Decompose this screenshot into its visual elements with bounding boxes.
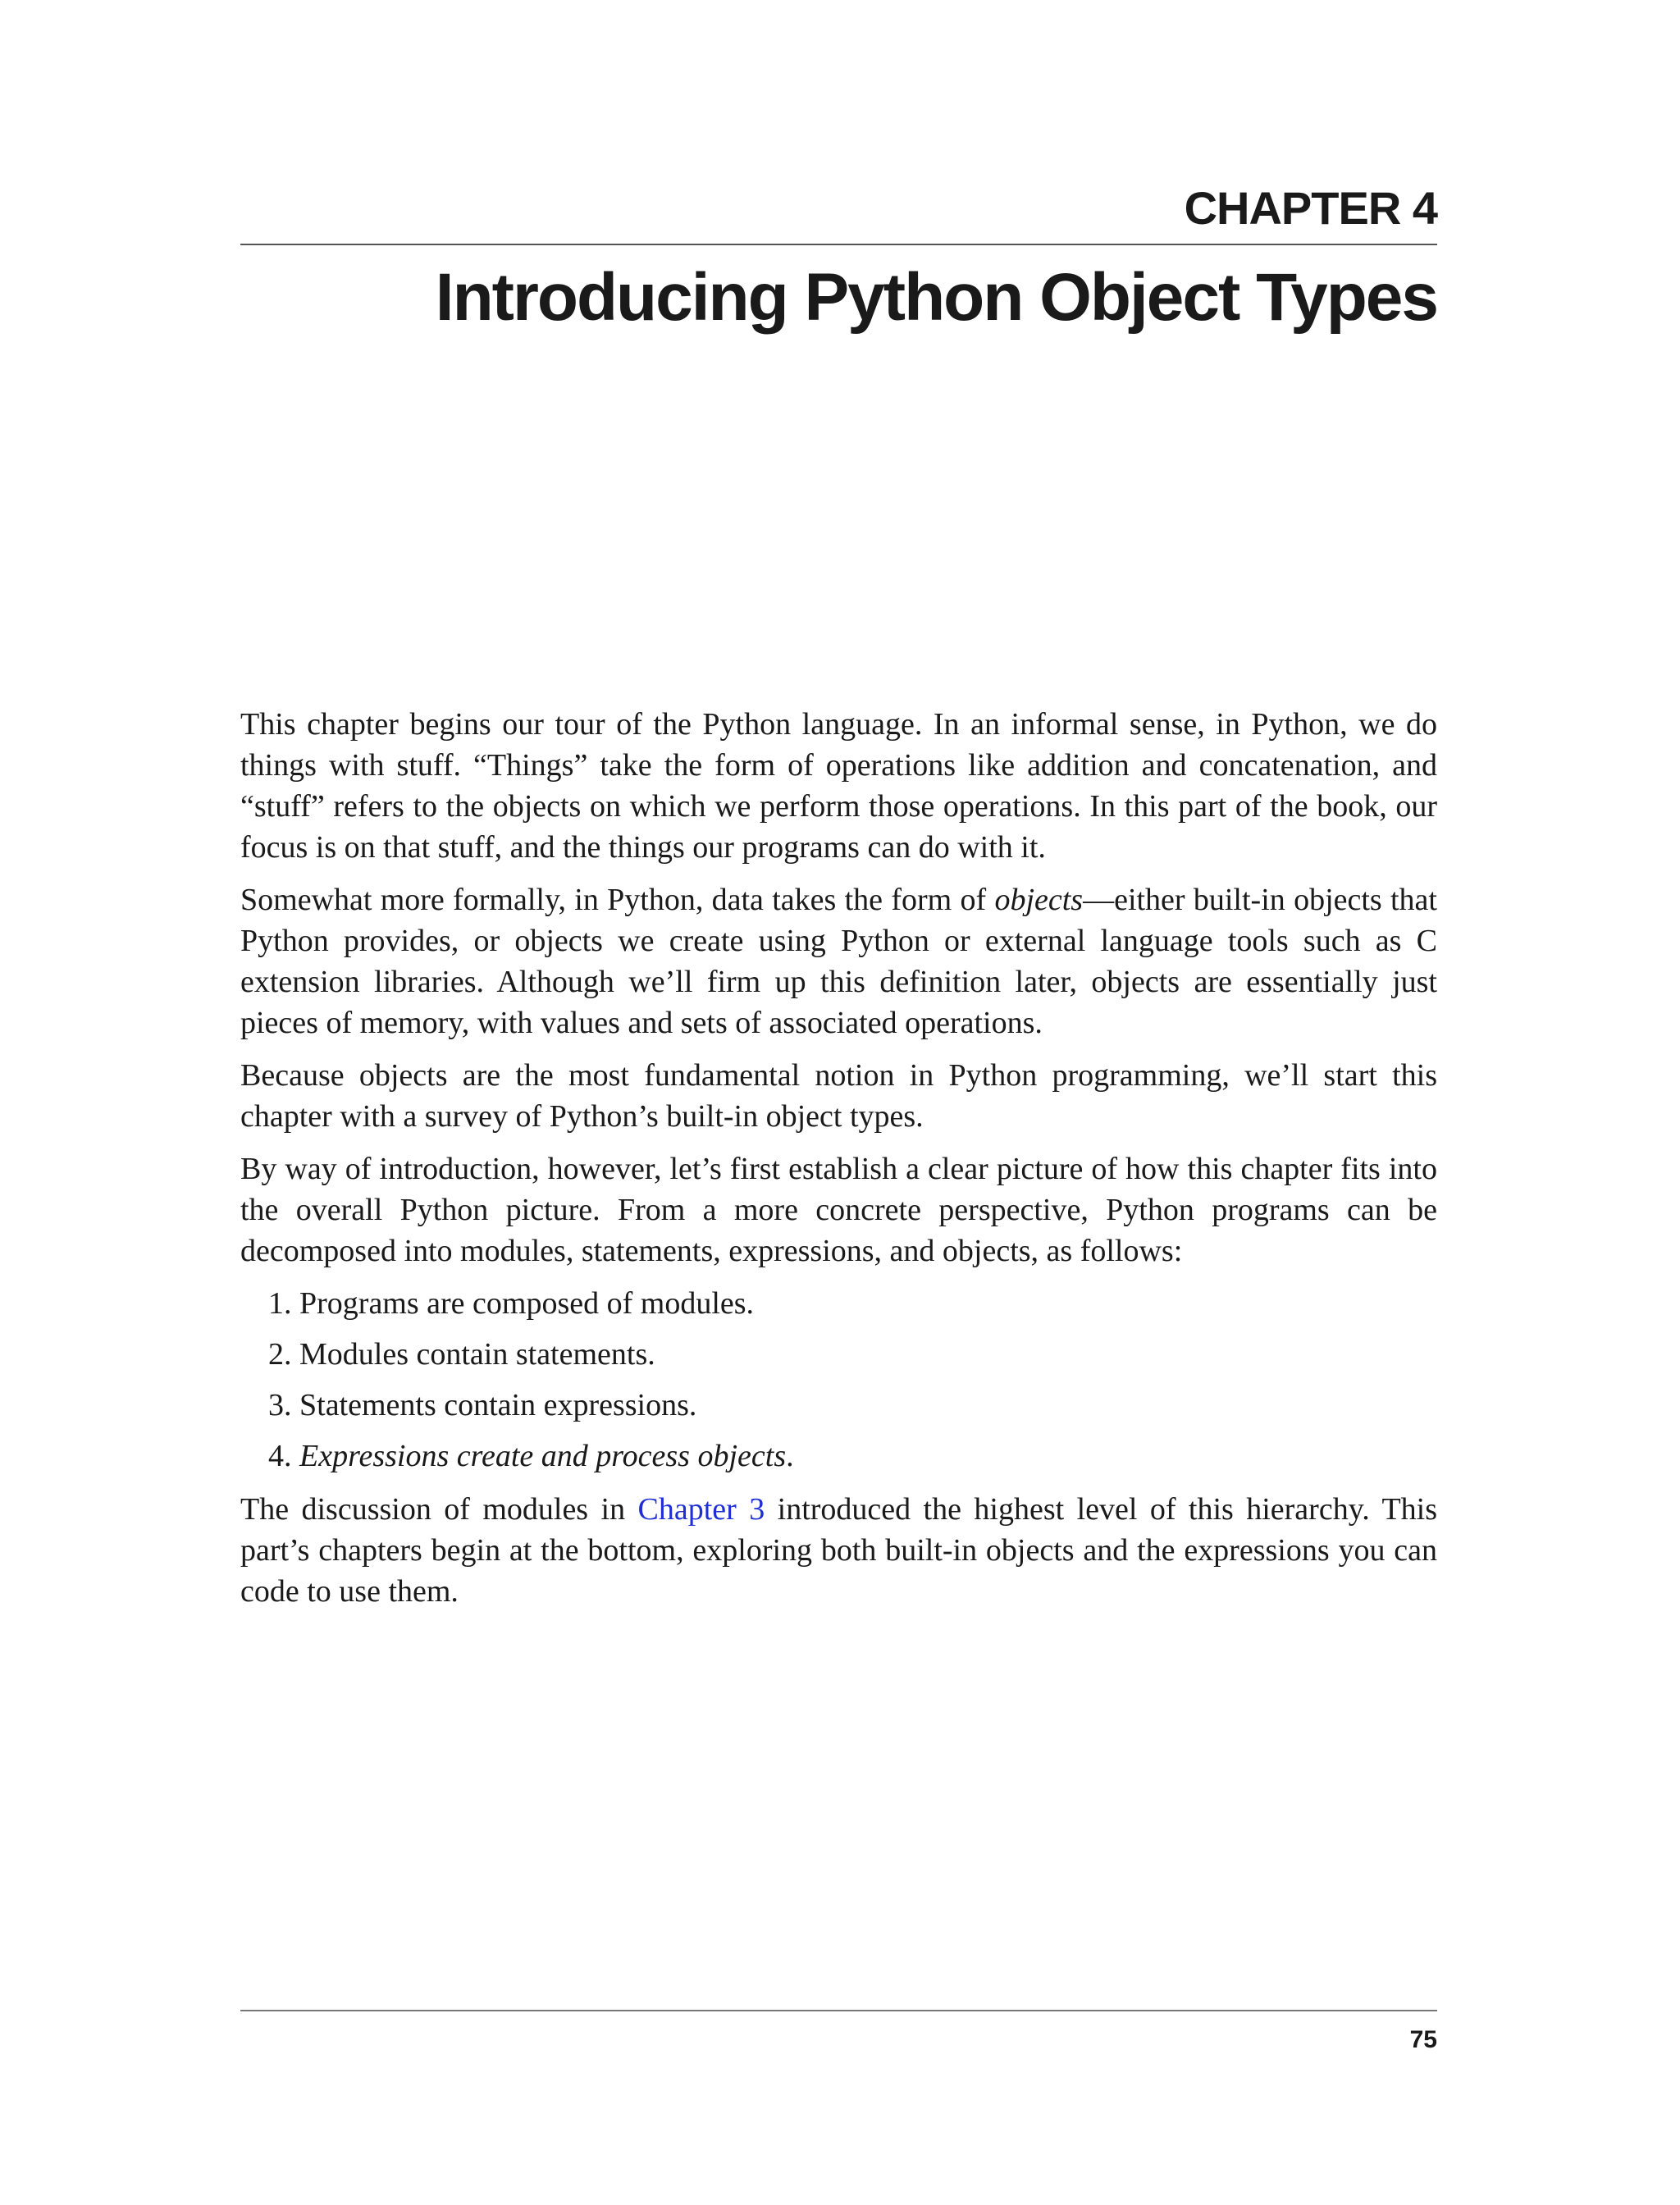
paragraph-intro: This chapter begins our tour of the Python language. In an informal sense, in Python, we do things with stuff. “Things” take the form of operations like addition and concatenation, and “stuff” refers to the objects on which we perform those operations. In this part of the book, our focus is on that stuff, and the things our programs can do with it. — [240, 707, 1437, 865]
chapter-3-link[interactable]: Chapter 3 — [637, 1492, 765, 1527]
list-item: 3. Statements contain expressions. — [299, 1385, 1437, 1427]
paragraph-text: The discussion of modules in — [240, 1492, 638, 1527]
paragraph-hierarchy: By way of introduction, however, let’s first establish a clear picture of how this chapter fits into the overall Python picture. From a more concrete perspective, Python programs can be decomposed into modules, statements, expressions, and objects, as follows: — [240, 1152, 1437, 1268]
paragraph-modules — [240, 1489, 1437, 1612]
hierarchy-list — [240, 1283, 1437, 1477]
list-item — [299, 1436, 1437, 1477]
paragraph-objects-definition — [240, 879, 1437, 1043]
list-item: 1. Programs are composed of modules. — [299, 1283, 1437, 1325]
chapter-body — [240, 704, 1437, 1623]
chapter-title: Introducing Python Object Types — [435, 260, 1437, 335]
paragraph-text: introduced the highest level of this hierarchy. This part’s chapters begin at the bottom, exploring both built-in objects and the expressions you can code to use them. — [240, 1492, 1438, 1609]
emphasis-objects: objects — [994, 883, 1084, 917]
page-number: 75 — [1409, 2026, 1437, 2053]
paragraph-text: —either built-in objects that Python provides, or objects we create using Python or external language tools such as C extension libraries. Although we’ll firm up this definition later, objects are essentially just pieces of memory, with values and sets of associated operations. — [240, 883, 1437, 1040]
chapter-label: CHAPTER 4 — [1184, 182, 1437, 234]
list-item: 2. Modules contain statements. — [299, 1334, 1437, 1376]
list-item-emphasis: Expressions create and process objects — [299, 1439, 787, 1473]
list-item-suffix: . — [786, 1439, 794, 1473]
footer-rule — [240, 2010, 1437, 2011]
header-rule — [240, 244, 1437, 245]
paragraph-survey: Because objects are the most fundamental notion in Python programming, we’ll start this chapter with a survey of Python’s built-in object types. — [240, 1058, 1437, 1134]
paragraph-text: Somewhat more formally, in Python, data takes the form of — [240, 883, 995, 917]
